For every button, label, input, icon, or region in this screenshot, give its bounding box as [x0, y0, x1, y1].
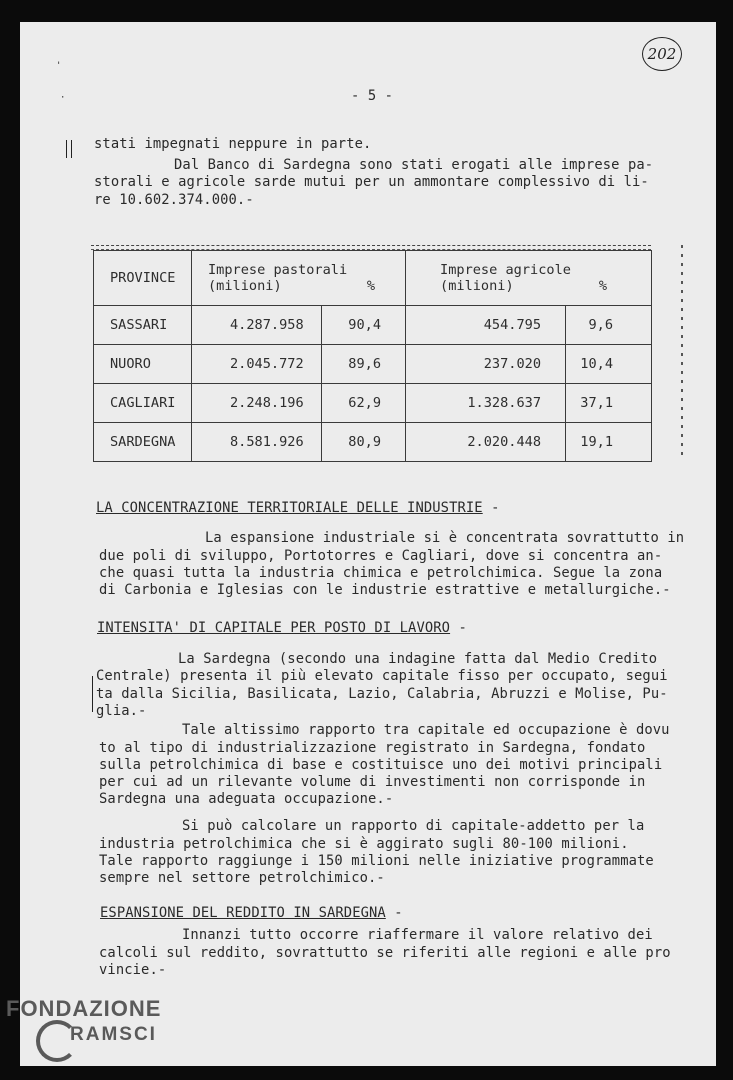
margin-dot-mark: '	[56, 61, 62, 71]
table-header-row	[94, 251, 652, 306]
cell-province: CAGLIARI	[94, 384, 192, 423]
section-heading: ESPANSIONE DEL REDDITO IN SARDEGNA -	[100, 905, 403, 921]
paragraph-line: La Sardegna (secondo una indagine fatta dal Medio Credito	[178, 651, 658, 667]
paragraph-line: sulla petrolchimica di base e costituisce uno dei motivi principali	[99, 757, 663, 773]
paragraph-line: to al tipo di industrializzazione registrato in Sardegna, fondato	[99, 740, 646, 756]
intro-paragraph-line: Dal Banco di Sardegna sono stati erogati alle imprese pa-	[174, 157, 654, 173]
cell-agricole-pct: 19,1	[566, 423, 652, 462]
page-number: - 5 -	[351, 88, 394, 104]
header-pastorali-pct: %	[366, 278, 376, 294]
cell-pastorali-pct: 62,9	[322, 384, 406, 423]
margin-dot-mark: ·	[60, 93, 66, 103]
section-heading: INTENSITA' DI CAPITALE PER POSTO DI LAVORO -	[97, 620, 467, 636]
cell-pastorali: 2.248.196	[192, 384, 322, 423]
table-row	[94, 345, 652, 384]
header-agricole-pct: %	[598, 278, 608, 294]
header-agricole	[406, 251, 652, 306]
margin-annotation-bar	[92, 676, 93, 712]
cell-agricole: 454.795	[406, 306, 566, 345]
intro-paragraph-line: re 10.602.374.000.-	[94, 192, 254, 208]
section-heading-text: ESPANSIONE DEL REDDITO IN SARDEGNA	[100, 905, 386, 921]
paragraph-line: per cui ad un rilevante volume di investimenti non corrisponde in	[99, 774, 646, 790]
paragraph-line: Si può calcolare un rapporto di capitale-addetto per la	[182, 818, 645, 834]
header-agricole-unit: (milioni)	[440, 278, 514, 294]
cell-pastorali-pct: 80,9	[322, 423, 406, 462]
paragraph-line: La espansione industriale si è concentrata sovrattutto in	[205, 530, 685, 546]
intro-paragraph-line: storali e agricole sarde mutui per un ammontare complessivo di li-	[94, 174, 649, 190]
paragraph-line: vincie.-	[99, 962, 167, 978]
archive-number-stamp	[642, 37, 682, 71]
paragraph-line: sempre nel settore petrolchimico.-	[99, 870, 385, 886]
table-top-rule	[91, 245, 651, 246]
cell-agricole: 2.020.448	[406, 423, 566, 462]
watermark-line2: RAMSCI	[70, 1024, 157, 1045]
cell-pastorali: 4.287.958	[192, 306, 322, 345]
margin-dotted-mark	[681, 245, 683, 460]
section-heading-text: INTENSITA' DI CAPITALE PER POSTO DI LAVORO	[97, 620, 451, 636]
table-row	[94, 384, 652, 423]
cell-province: NUORO	[94, 345, 192, 384]
archive-number: 202	[647, 45, 677, 63]
cell-province: SASSARI	[94, 306, 192, 345]
header-province: PROVINCE	[94, 251, 192, 306]
mutui-table	[93, 250, 652, 462]
section-heading-text: LA CONCENTRAZIONE TERRITORIALE DELLE INDUSTRIE	[96, 500, 483, 516]
cell-pastorali: 2.045.772	[192, 345, 322, 384]
section-heading: LA CONCENTRAZIONE TERRITORIALE DELLE INDUSTRIE -	[96, 500, 500, 516]
paragraph-line: ta dalla Sicilia, Basilicata, Lazio, Calabria, Abruzzi e Molise, Pu-	[96, 686, 668, 702]
cell-pastorali: 8.581.926	[192, 423, 322, 462]
table-row	[94, 306, 652, 345]
watermark-line1: FONDAZIONE	[6, 996, 162, 1021]
paragraph-line: che quasi tutta la industria chimica e petrolchimica. Segue la zona	[99, 565, 663, 581]
cell-agricole-pct: 9,6	[566, 306, 652, 345]
paragraph-line: Sardegna una adeguata occupazione.-	[99, 791, 394, 807]
paragraph-line: Tale altissimo rapporto tra capitale ed occupazione è dovu	[182, 722, 670, 738]
intro-line: stati impegnati neppure in parte.	[94, 136, 372, 152]
paragraph-line: industria petrolchimica che si è aggirato sugli 80-100 milioni.	[99, 836, 629, 852]
cell-pastorali-pct: 89,6	[322, 345, 406, 384]
table-row	[94, 423, 652, 462]
margin-annotation-bar	[71, 140, 72, 158]
cell-agricole-pct: 37,1	[566, 384, 652, 423]
header-agricole-label: Imprese agricole	[440, 262, 571, 278]
paragraph-line: Innanzi tutto occorre riaffermare il valore relativo dei	[182, 927, 653, 943]
paragraph-line: di Carbonia e Iglesias con le industrie estrattive e metallurgiche.-	[99, 582, 671, 598]
cell-agricole: 1.328.637	[406, 384, 566, 423]
margin-annotation-bar	[66, 140, 67, 158]
paragraph-line: due poli di sviluppo, Portotorres e Cagliari, dove si concentra an-	[99, 548, 663, 564]
paragraph-line: Centrale) presenta il più elevato capitale fisso per occupato, segui	[96, 668, 668, 684]
paragraph-line: Tale rapporto raggiunge i 150 milioni nelle iniziative programmate	[99, 853, 654, 869]
header-pastorali	[192, 251, 406, 306]
paragraph-line: glia.-	[96, 703, 147, 719]
cell-agricole-pct: 10,4	[566, 345, 652, 384]
cell-province: SARDEGNA	[94, 423, 192, 462]
cell-pastorali-pct: 90,4	[322, 306, 406, 345]
header-pastorali-unit: (milioni)	[208, 278, 282, 294]
header-pastorali-label: Imprese pastorali	[208, 262, 348, 278]
cell-agricole: 237.020	[406, 345, 566, 384]
paragraph-line: calcoli sul reddito, sovrattutto se riferiti alle regioni e alle pro	[99, 945, 671, 961]
